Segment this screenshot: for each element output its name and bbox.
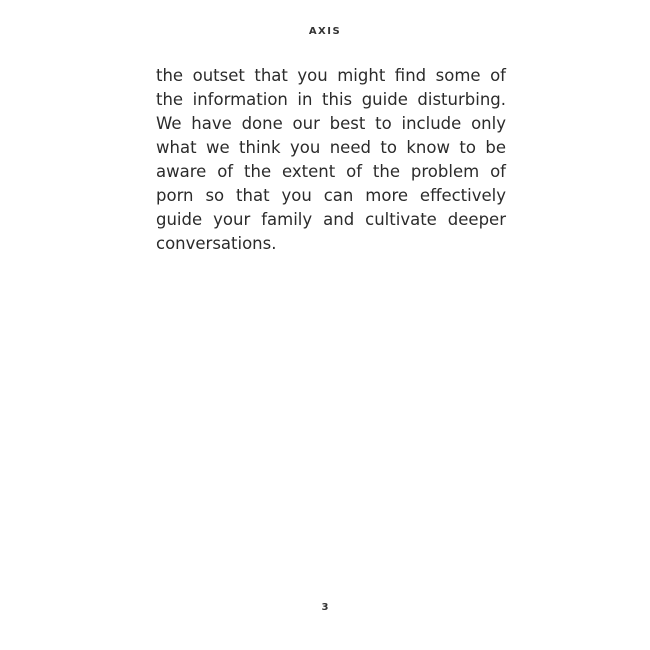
page-number: 3 [321, 602, 329, 613]
paragraph-line: porn so that you can more effectively [156, 186, 506, 205]
paragraph-line: the information in this guide disturbing. [156, 90, 506, 109]
paragraph-line: what we think you need to know to be [156, 138, 506, 157]
paragraph-line: aware of the extent of the problem of [156, 162, 506, 181]
paragraph-line: guide your family and cultivate deeper [156, 210, 506, 229]
running-header-title: AXIS [308, 26, 342, 37]
paragraph-line: the outset that you might find some of [156, 66, 506, 85]
paragraph-line: conversations. [156, 234, 277, 253]
paragraph-line: We have done our best to include only [156, 114, 506, 133]
body-paragraph [156, 64, 506, 256]
